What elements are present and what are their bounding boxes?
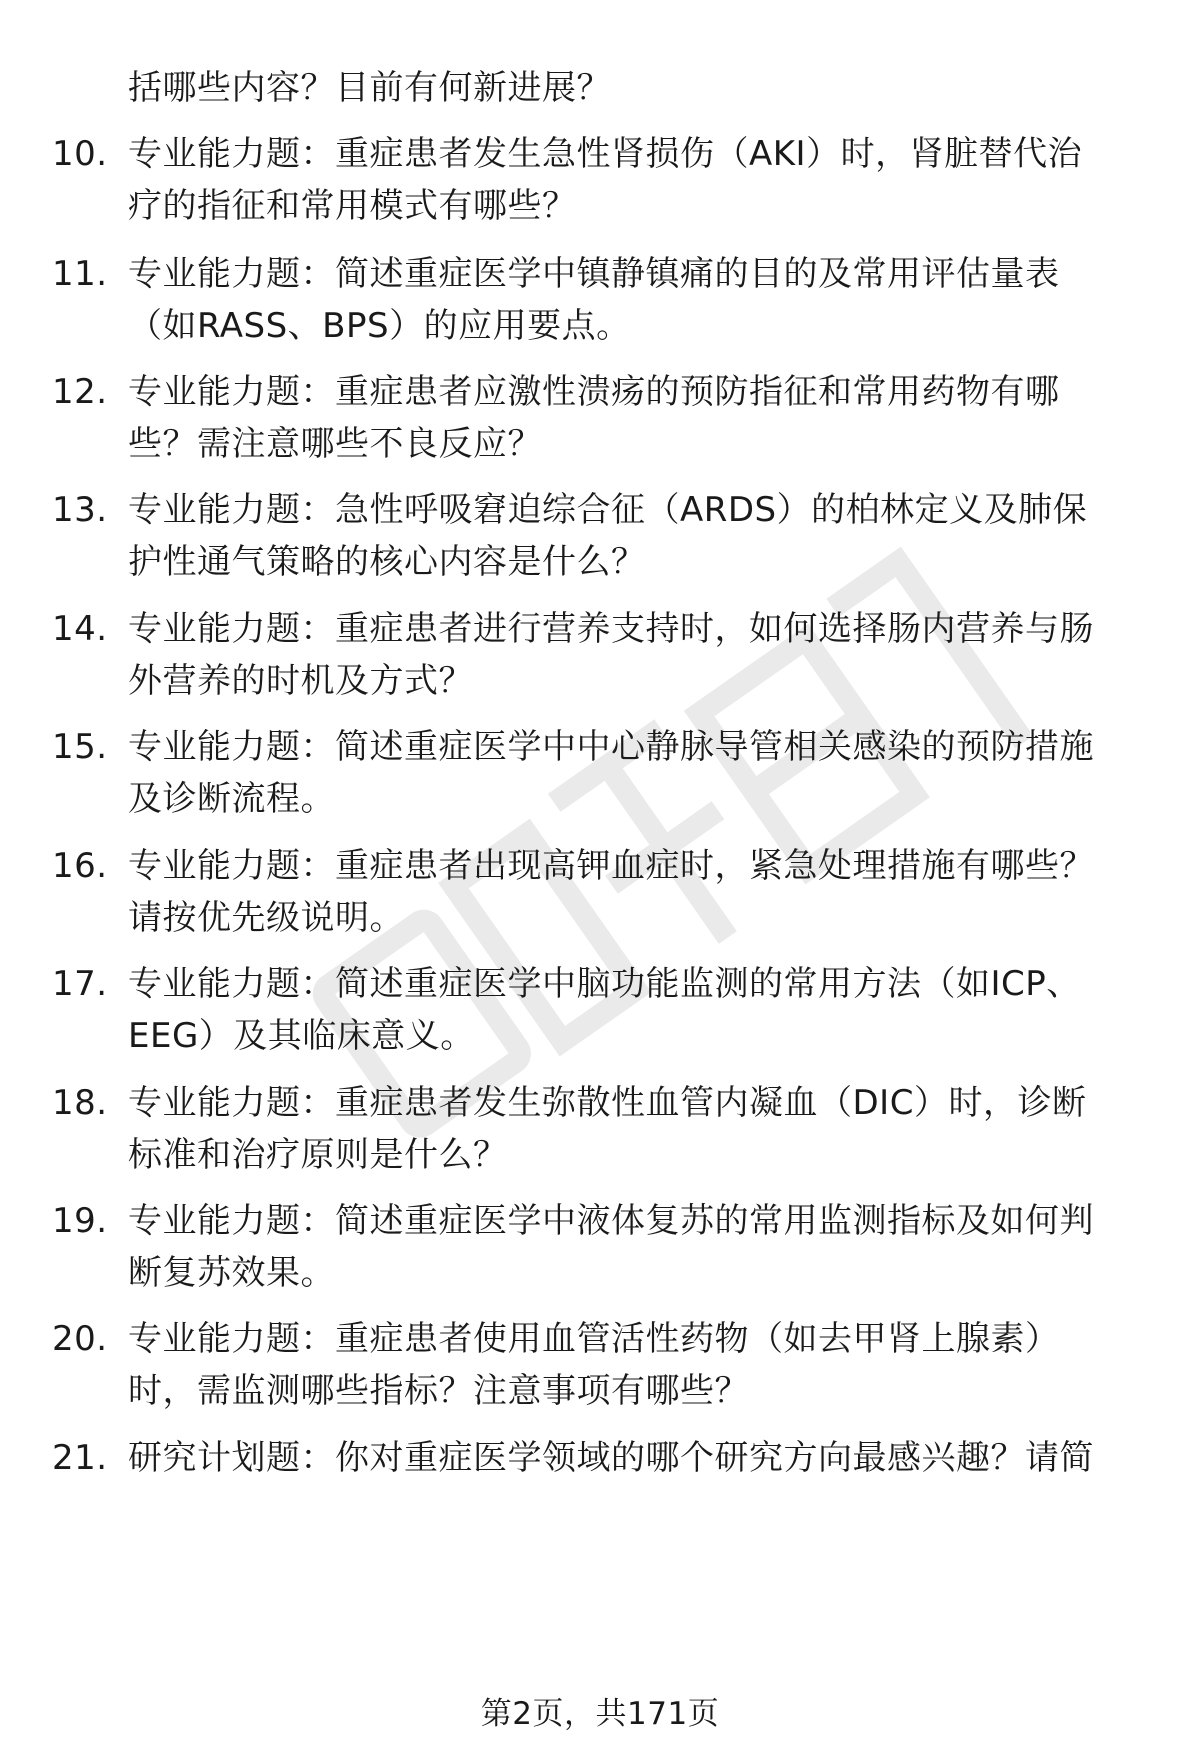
question-line: 时，需监测哪些指标？注意事项有哪些？ [128, 1371, 749, 1411]
question-number: 16. [52, 846, 108, 886]
page-footer: 第2页，共171页 [480, 1696, 720, 1732]
question-line: EEG）及其临床意义。 [128, 1016, 475, 1056]
question-number: 15. [52, 727, 108, 767]
question-line: 护性通气策略的核心内容是什么？ [128, 542, 646, 582]
question-number: 13. [52, 490, 108, 530]
question-line: 专业能力题：急性呼吸窘迫综合征（ARDS）的柏林定义及肺保 [128, 490, 1088, 530]
question-text [128, 840, 1148, 944]
question-text [128, 484, 1148, 588]
question-text [128, 1432, 1148, 1484]
question-text [128, 1077, 1148, 1181]
question-number: 14. [52, 609, 108, 649]
question-line: （如RASS、BPS）的应用要点。 [128, 306, 631, 346]
question-number: 21. [52, 1438, 108, 1478]
question-text [128, 603, 1148, 707]
question-text [128, 958, 1148, 1062]
question-line: 专业能力题：重症患者使用血管活性药物（如去甲肾上腺素） [128, 1319, 1060, 1359]
question-line: 疗的指征和常用模式有哪些？ [128, 186, 577, 226]
question-number: 20. [52, 1319, 108, 1359]
question-line: 标准和治疗原则是什么？ [128, 1135, 508, 1175]
question-text [128, 1195, 1148, 1299]
question-line: 专业能力题：重症患者应激性溃疡的预防指征和常用药物有哪 [128, 372, 1060, 412]
question-number: 11. [52, 254, 108, 294]
question-text [128, 366, 1148, 470]
question-text [128, 721, 1148, 825]
question-number: 10. [52, 134, 108, 174]
question-line: 专业能力题：简述重症医学中液体复苏的常用监测指标及如何判 [128, 1201, 1094, 1241]
question-number: 17. [52, 964, 108, 1004]
question-line: 专业能力题：重症患者出现高钾血症时，紧急处理措施有哪些？ [128, 846, 1094, 886]
question-line: 请按优先级说明。 [128, 898, 404, 938]
question-line: 专业能力题：简述重症医学中镇静镇痛的目的及常用评估量表 [128, 254, 1060, 294]
question-text [128, 128, 1148, 232]
question-line: 专业能力题：简述重症医学中中心静脉导管相关感染的预防措施 [128, 727, 1094, 767]
question-line: 研究计划题：你对重症医学领域的哪个研究方向最感兴趣？请简 [128, 1438, 1094, 1478]
question-number: 19. [52, 1201, 108, 1241]
question-text [128, 1313, 1148, 1417]
question-line: 专业能力题：重症患者发生弥散性血管内凝血（DIC）时，诊断 [128, 1083, 1087, 1123]
question-number: 12. [52, 372, 108, 412]
question-number: 18. [52, 1083, 108, 1123]
question-line: 专业能力题：简述重症医学中脑功能监测的常用方法（如ICP、 [128, 964, 1081, 1004]
question-line: 专业能力题：重症患者发生急性肾损伤（AKI）时，肾脏替代治 [128, 134, 1083, 174]
question-line: 断复苏效果。 [128, 1253, 335, 1293]
continuation-line: 括哪些内容？目前有何新进展？ [128, 68, 611, 108]
question-text [128, 248, 1148, 352]
question-line: 专业能力题：重症患者进行营养支持时，如何选择肠内营养与肠 [128, 609, 1094, 649]
question-line: 外营养的时机及方式？ [128, 661, 473, 701]
question-line: 及诊断流程。 [128, 779, 335, 819]
question-line: 些？需注意哪些不良反应？ [128, 424, 542, 464]
